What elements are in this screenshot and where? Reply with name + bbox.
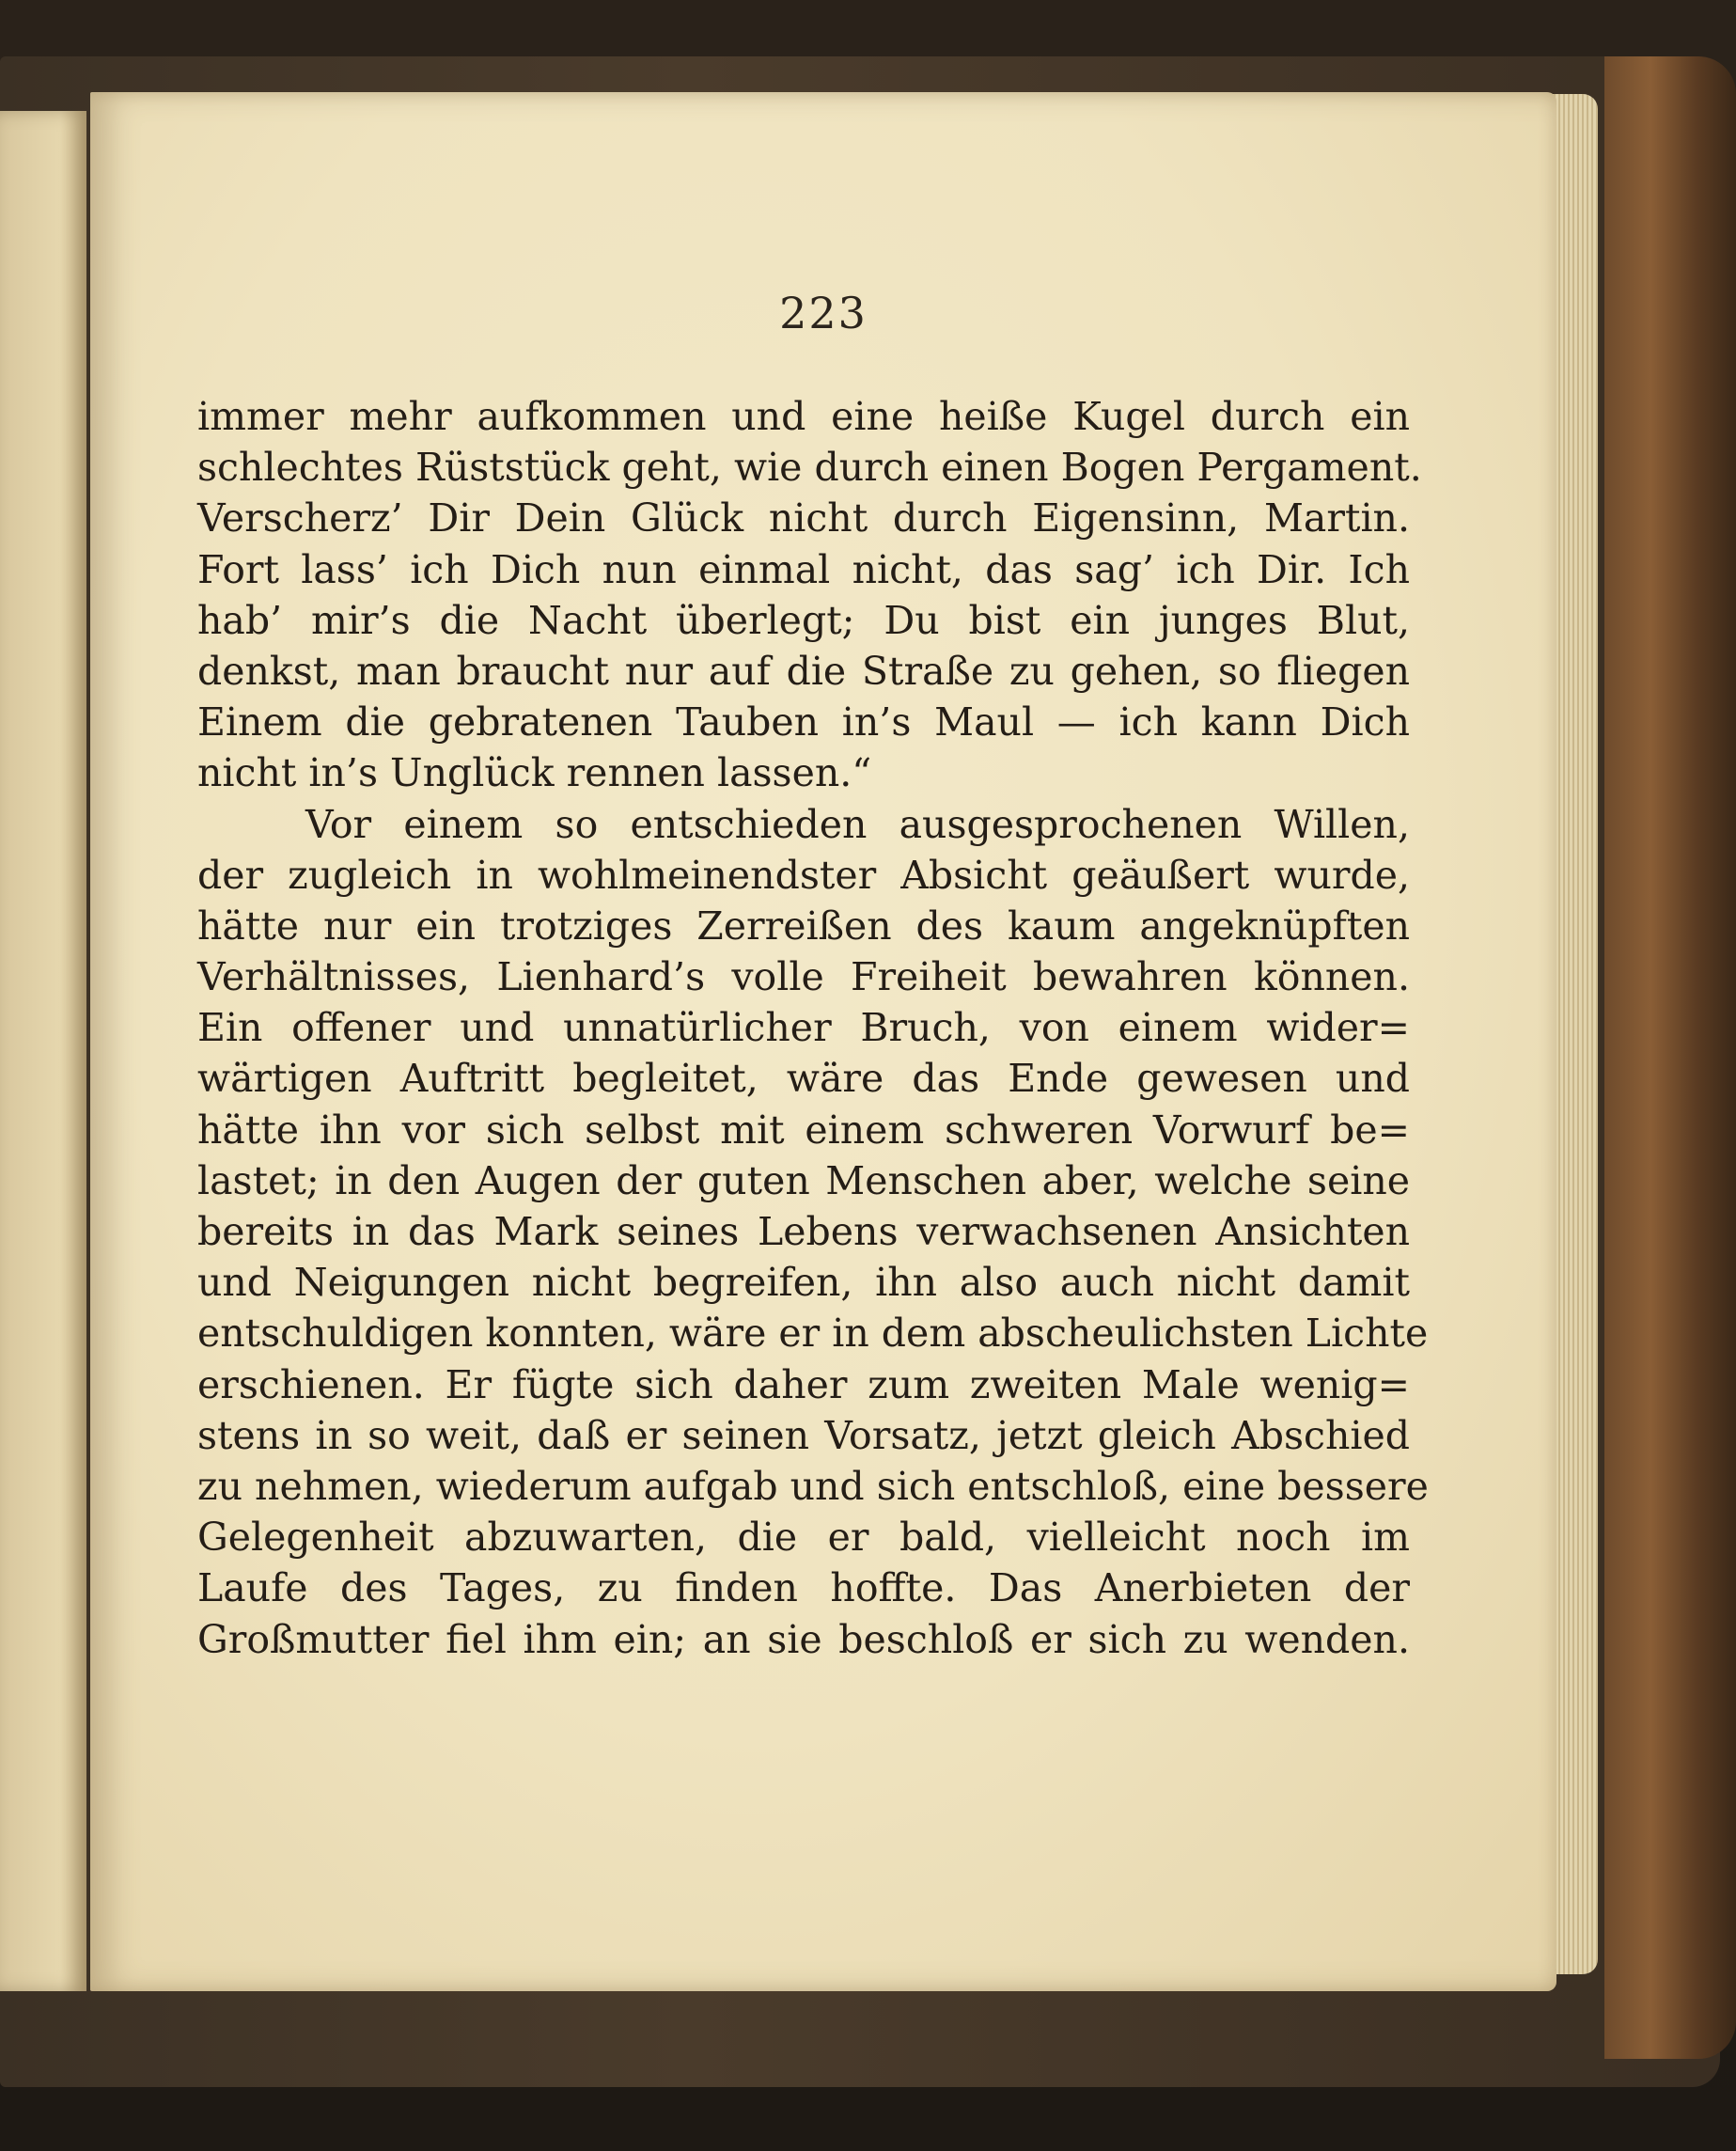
- text-line: und Neigungen nicht begreifen, ihn also auch nicht damit: [197, 1260, 1410, 1306]
- text-line: Laufe des Tages, zu finden hoffte. Das Anerbieten der: [197, 1565, 1410, 1611]
- text-line: wärtigen Auftritt begleitet, wäre das Ende gewesen und: [197, 1056, 1410, 1102]
- text-line: Verscherz’ Dir Dein Glück nicht durch Eigensinn, Martin.: [197, 495, 1410, 542]
- text-line: immer mehr aufkommen und eine heiße Kugel durch ein: [197, 394, 1410, 439]
- book-page: [90, 92, 1556, 1991]
- text-line: hab’ mir’s die Nacht überlegt; Du bist ein junges Blut,: [197, 597, 1410, 643]
- text-line: nicht in’s Unglück rennen lassen.“: [197, 750, 872, 796]
- text-line: Gelegenheit abzuwarten, die er bald, vielleicht noch im: [197, 1515, 1410, 1561]
- text-line: schlechtes Rüststück geht, wie durch einen Bogen Pergament.: [197, 445, 1422, 491]
- book-spine-edge: [1604, 56, 1736, 2059]
- text-line: Großmutter fiel ihm ein; an sie beschloß er sich zu wenden.: [197, 1616, 1410, 1662]
- text-line: Verhältnisses, Lienhard’s volle Freiheit bewahren können.: [197, 954, 1410, 1000]
- text-line: lastet; in den Augen der guten Menschen aber, welche seine: [197, 1157, 1410, 1203]
- text-line: der zugleich in wohlmeinendster Absicht geäußert wurde,: [197, 852, 1410, 898]
- text-line: hätte ihn vor sich selbst mit einem schweren Vorwurf be=: [197, 1107, 1410, 1153]
- text-line: denkst, man braucht nur auf die Straße zu gehen, so fliegen: [197, 648, 1410, 694]
- text-line: Ein offener und unnatürlicher Bruch, von einem wider=: [197, 1005, 1410, 1051]
- text-line: erschienen. Er fügte sich daher zum zweiten Male wenig=: [197, 1361, 1410, 1407]
- text-line: hätte nur ein trotziges Zerreißen des kaum angeknüpften: [197, 903, 1410, 949]
- text-line: entschuldigen konnten, wäre er in dem abscheulichsten Lichte: [197, 1311, 1429, 1357]
- text-line: Einem die gebratenen Tauben in’s Maul — ich kann Dich: [197, 699, 1410, 746]
- text-line: Fort lass’ ich Dich nun einmal nicht, das sag’ ich Dir. Ich: [197, 546, 1410, 592]
- text-line-indented: Vor einem so entschieden ausgesprochenen Willen,: [305, 801, 1410, 847]
- page-number: 223: [779, 288, 868, 338]
- text-line: zu nehmen, wiederum aufgab und sich entschloß, eine bessere: [197, 1463, 1429, 1509]
- text-line: bereits in das Mark seines Lebens verwachsenen Ansichten: [197, 1209, 1410, 1254]
- text-line: stens in so weit, daß er seinen Vorsatz, jetzt gleich Abschied: [197, 1412, 1410, 1458]
- left-page-edge: [0, 111, 86, 1991]
- page-text: [197, 391, 1429, 1665]
